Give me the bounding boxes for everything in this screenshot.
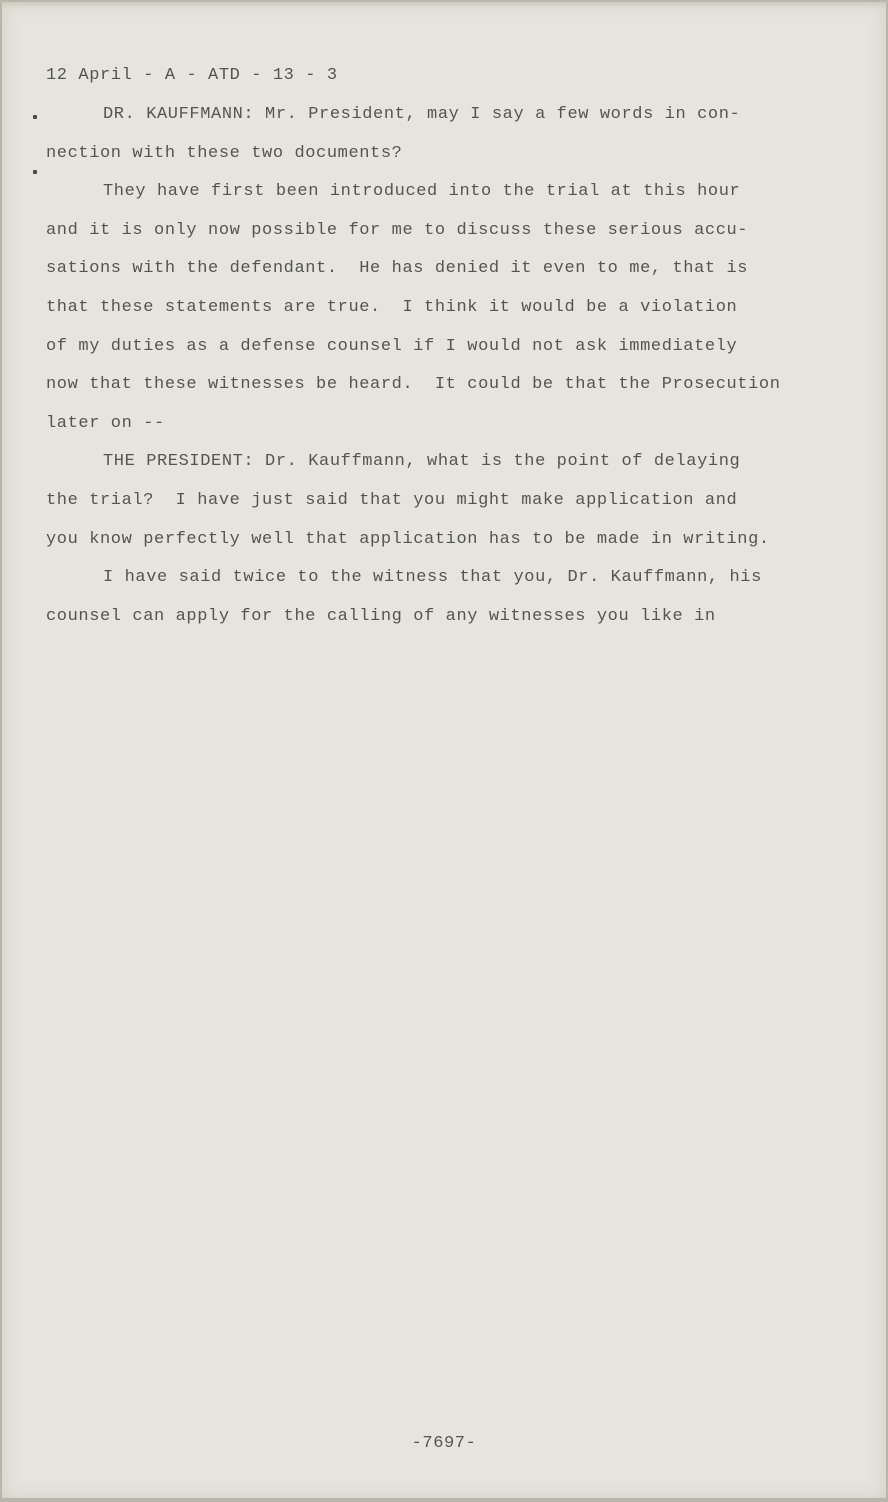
text-line: you know perfectly well that application has to be made in writing. bbox=[46, 529, 770, 549]
text-line: THE PRESIDENT: Dr. Kauffmann, what is the point of delaying bbox=[103, 452, 741, 472]
text-line: DR. KAUFFMANN: Mr. President, may I say a few words in con- bbox=[103, 105, 741, 124]
text-line: They have first been introduced into the trial at this hour bbox=[103, 182, 741, 202]
text-line: and it is only now possible for me to discuss these serious accu- bbox=[46, 220, 749, 240]
text-line: later on -- bbox=[46, 413, 165, 433]
paragraph-kauffmann-request bbox=[46, 103, 846, 180]
page-edge bbox=[2, 2, 886, 8]
margin-mark bbox=[33, 115, 37, 119]
page-number: -7697- bbox=[411, 1434, 477, 1453]
margin-mark bbox=[33, 170, 37, 174]
text-line: of my duties as a defense counsel if I would not ask immediately bbox=[46, 336, 738, 356]
transcript-body bbox=[46, 64, 846, 643]
text-line: I have said twice to the witness that you, Dr. Kauffmann, his bbox=[103, 568, 762, 588]
text-line: counsel can apply for the calling of any witnesses you like in bbox=[46, 606, 716, 626]
text-line: now that these witnesses be heard. It could be that the Prosecution bbox=[46, 375, 781, 395]
page-header: 12 April - A - ATD - 13 - 3 bbox=[46, 66, 338, 85]
text-line: the trial? I have just said that you might make application and bbox=[46, 490, 738, 510]
paragraph-president-continued bbox=[46, 566, 846, 643]
paragraph-president-response bbox=[46, 450, 846, 566]
text-line: that these statements are true. I think it would be a violation bbox=[46, 297, 738, 317]
text-line: nection with these two documents? bbox=[46, 143, 403, 163]
text-line: sations with the defendant. He has denied it even to me, that is bbox=[46, 259, 749, 279]
document-page bbox=[2, 2, 886, 1498]
paragraph-kauffmann-argument bbox=[46, 180, 846, 450]
